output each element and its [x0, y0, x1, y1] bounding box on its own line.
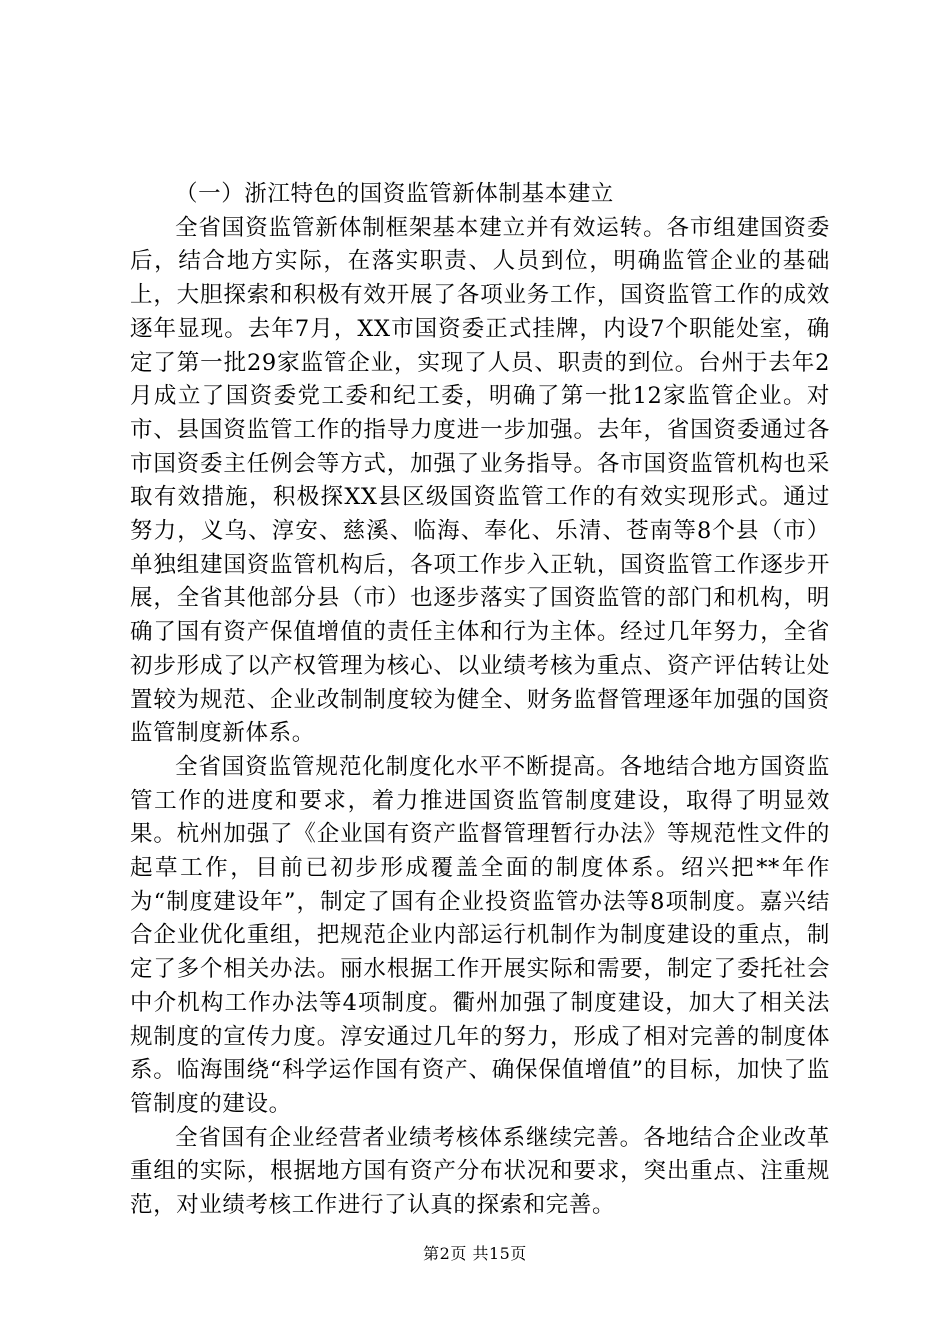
- paragraph-1: 全省国资监管新体制框架基本建立并有效运转。各市组建国资委后，结合地方实际，在落实职责、人员到位，明确监管企业的基础上，大胆探索和积极有效开展了各项业务工作，国资监管工作的成效逐年显现。去年7月，XX市国资委正式挂牌，内设7个职能处室，确定了第一批29家监管企业，实现了人员、职责的到位。台州于去年2月成立了国资委党工委和纪工委，明确了第一批12家监管企业。对市、县国资监管工作的指导力度进一步加强。去年，省国资委通过各市国资委主任例会等方式，加强了业务指导。各市国资监管机构也采取有效措施，积极探XX县区级国资监管工作的有效实现形式。通过努力，义乌、淳安、慈溪、临海、奉化、乐清、苍南等8个县（市）单独组建国资监管机构后，各项工作步入正轨，国资监管工作逐步开展，全省其他部分县（市）也逐步落实了国资监管的部门和机构，明确了国有资产保值增值的责任主体和行为主体。经过几年努力，全省初步形成了以产权管理为核心、以业绩考核为重点、资产评估转让处置较为规范、企业改制制度较为健全、财务监督管理逐年加强的国资监管制度新体系。: [130, 214, 830, 747]
- section-heading: （一）浙江特色的国资监管新体制基本建立: [175, 181, 614, 207]
- paragraph-2: 全省国资监管规范化制度化水平不断提高。各地结合地方国资监管工作的进度和要求，着力推进国资监管制度建设，取得了明显效果。杭州加强了《企业国有资产监督管理暂行办法》等规范性文件的起草工作，目前已初步形成覆盖全面的制度体系。绍兴把**年作为“制度建设年”，制定了国有企业投资监管办法等8项制度。嘉兴结合企业优化重组，把规范企业内部运行机制作为制度建设的重点，制定了多个相关办法。丽水根据工作开展实际和需要，制定了委托社会中介机构工作办法等4项制度。衢州加强了制度建设，加大了相关法规制度的宣传力度。淳安通过几年的努力，形成了相对完善的制度体系。临海围绕“科学运作国有资产、确保保值增值”的目标，加快了监管制度的建设。: [130, 753, 830, 1117]
- page-footer: 第2页 共15页: [423, 1244, 527, 1263]
- paragraph-3: 全省国有企业经营者业绩考核体系继续完善。各地结合企业改革重组的实际，根据地方国有资产分布状况和要求，突出重点、注重规范，对业绩考核工作进行了认真的探索和完善。: [130, 1124, 830, 1219]
- document-body: [130, 178, 830, 1223]
